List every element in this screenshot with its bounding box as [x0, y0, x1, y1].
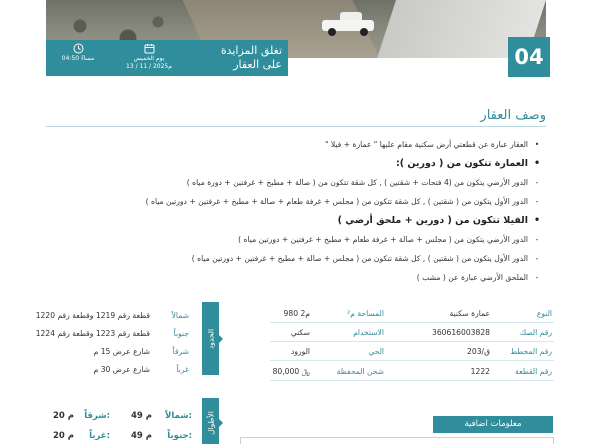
- east-value: شارع عرض 15 م: [93, 347, 150, 356]
- length-east-value: 20 م: [52, 411, 74, 421]
- auction-time: [56, 43, 100, 63]
- length-west-value: 20 م: [52, 431, 74, 441]
- north-value: قطعة رقم 1219 وقطعة رقم 1220: [35, 311, 150, 320]
- shipping-value: 80,000 ﷼: [272, 367, 310, 376]
- deed-label: رقم الصك: [519, 328, 552, 337]
- description-line: - الدور الأول يتكون من ( شقتين ) , كل شقة تتكون من ( مجلس + غرفة طعام + صالة + مطبخ + غرفتين + دورتين مياه ): [145, 197, 539, 206]
- riyal-icon: ﷼: [301, 367, 310, 376]
- divider: [46, 126, 546, 127]
- clock-icon: [73, 43, 84, 54]
- auction-close-label: تغلق المزايدة على العقار: [220, 44, 282, 71]
- description-line: • العقار عبارة عن قطعتي أرض سكنية مقام عليها " عمارة + فيلا ": [324, 140, 540, 149]
- auction-date-text: 13 / 11 / 2025م: [126, 63, 172, 70]
- area-value: 980 م2: [283, 309, 310, 318]
- plot-value: 1222: [470, 367, 490, 376]
- length-west-label: غرباً:: [89, 431, 110, 441]
- divider: [270, 322, 554, 323]
- description-line: - الدور الأرضي يتكون من (4 فتحات + شقتين ) , كل شقة تتكون من ( صالة + مطبخ + غرفتين + دورة مياه ): [186, 178, 539, 187]
- divider: [270, 341, 554, 342]
- auction-close-band: [46, 40, 288, 76]
- description-line: - الملحق الأرضي عبارة عن ( مشب ): [416, 273, 539, 282]
- description-title: وصف العقار: [480, 108, 546, 123]
- west-value: شارع عرض 30 م: [93, 365, 150, 374]
- plan-value: 203/ق: [467, 347, 490, 356]
- property-number: 04: [509, 38, 549, 76]
- extra-info-title: معلومات اضافية: [433, 416, 553, 433]
- auction-time-text: 04:50 مساءً: [61, 55, 95, 62]
- east-label: شرقاً: [172, 347, 189, 356]
- north-label: شمالاً: [171, 311, 189, 320]
- lengths-tab: الأطوال: [202, 398, 219, 444]
- type-value: عمارة سكنية: [449, 309, 490, 318]
- usage-label: الاستخدام: [353, 328, 384, 337]
- district-value: الورود: [290, 347, 310, 356]
- west-label: غرباً: [176, 365, 189, 374]
- auction-day: يوم الخميس: [133, 55, 165, 62]
- south-value: قطعة رقم 1223 وقطعة رقم 1224: [35, 329, 150, 338]
- car-image: [322, 12, 374, 34]
- usage-value: سكني: [290, 328, 310, 337]
- divider: [270, 360, 554, 361]
- description-list: [34, 135, 544, 287]
- type-label: النوع: [536, 309, 552, 318]
- divider: [270, 380, 554, 381]
- property-number-badge: [508, 37, 550, 77]
- extra-info-box: [240, 437, 554, 444]
- description-line: • الفيلا تتكون من ( دورين + ملحق أرضي ): [337, 215, 541, 226]
- deed-value: 360616003828: [432, 328, 490, 337]
- south-label: جنوباً: [173, 329, 189, 338]
- auction-date: [118, 43, 180, 71]
- length-east-label: شرقاً:: [84, 411, 110, 421]
- length-north-value: 49 م: [130, 411, 152, 421]
- description-line: - الدور الأول يتكون من ( شقتين ) , كل شقة تتكون من ( مجلس + صالة + مطبخ + غرفتين + دورتين مياه ): [191, 254, 539, 263]
- area-label: المساحة م²: [347, 309, 384, 318]
- shipping-label: شحن المحفظة: [336, 367, 384, 376]
- calendar-icon: [144, 43, 155, 54]
- description-line: - الدور الأرضي يتكون من ( مجلس + صالة + غرفة طعام + مطبخ + غرفتين + دورتين مياه ): [238, 235, 539, 244]
- district-label: الحي: [368, 347, 384, 356]
- length-north-label: شمالاً:: [165, 411, 192, 421]
- boundaries-tab: الحدود: [202, 302, 219, 375]
- plot-label: رقم القطعة: [515, 367, 552, 376]
- length-south-label: جنوباً:: [167, 431, 192, 441]
- length-south-value: 49 م: [130, 431, 152, 441]
- plan-label: رقم المخطط: [510, 347, 552, 356]
- description-line: • العمارة تتكون من ( دورين ):: [395, 158, 541, 169]
